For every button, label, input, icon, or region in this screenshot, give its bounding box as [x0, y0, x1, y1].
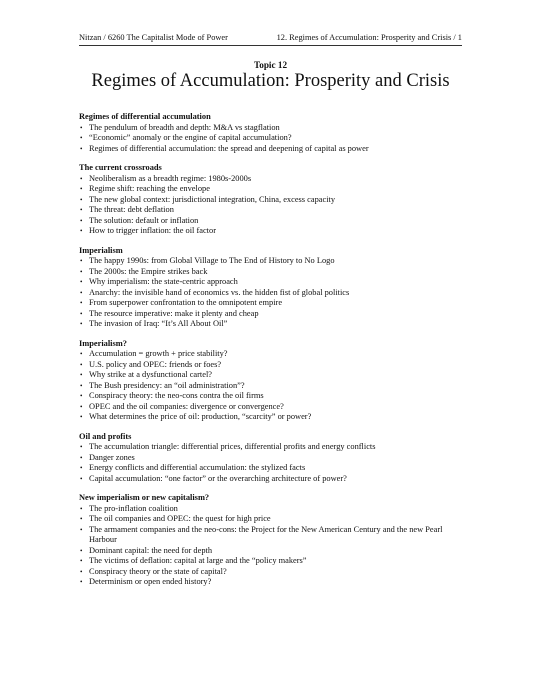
bullet-item: • The 2000s: the Empire strikes back [79, 267, 464, 278]
bullet-item: • Danger zones [79, 453, 464, 464]
page-title: Regimes of Accumulation: Prosperity and Crisis [91, 71, 450, 91]
bullet-list [79, 504, 464, 588]
bullet-item: • OPEC and the oil companies: divergence or convergence? [79, 402, 464, 413]
bullet-item: • The pro-inflation coalition [79, 504, 464, 515]
bullet-item: • Anarchy: the invisible hand of economics vs. the hidden fist of global politics [79, 288, 464, 299]
bullet-item: • The invasion of Iraq: “It’s All About Oil” [79, 319, 464, 330]
bullet-item: • The accumulation triangle: differential prices, differential profits and energy conflicts [79, 442, 464, 453]
bullet-item: • The new global context: jurisdictional integration, China, excess capacity [79, 195, 464, 206]
section-heading: Imperialism? [79, 338, 127, 348]
bullet-item: • The pendulum of breadth and depth: M&A vs stagflation [79, 123, 464, 134]
bullet-item: • The victims of deflation: capital at large and the “policy makers” [79, 556, 464, 567]
outline-section [79, 493, 464, 588]
bullet-list [79, 442, 464, 484]
topic-label: Topic 12 [253, 60, 288, 70]
section-heading: New imperialism or new capitalism? [79, 493, 210, 502]
header-course: Nitzan / 6260 The Capitalist Mode of Power [79, 33, 228, 42]
bullet-item: • What determines the price of oil: production, “scarcity” or power? [79, 412, 464, 423]
bullet-item: • The happy 1990s: from Global Village to The End of History to No Logo [79, 256, 464, 267]
bullet-list [79, 174, 464, 237]
bullet-item: • The oil companies and OPEC: the quest for high price [79, 514, 464, 525]
bullet-item: • Why strike at a dysfunctional cartel? [79, 370, 464, 381]
bullet-list [79, 123, 464, 155]
outline-section [79, 246, 464, 330]
bullet-item: • Accumulation = growth + price stability? [79, 349, 464, 360]
bullet-item: • Why imperialism: the state-centric approach [79, 277, 464, 288]
bullet-item: • The armament companies and the neo-cons: the Project for the New American Century and the new Pearl Harbour [79, 525, 464, 546]
section-heading: Regimes of differential accumulation [79, 112, 211, 121]
bullet-item: • Conspiracy theory or the state of capital? [79, 567, 464, 578]
bullet-item: • The resource imperative: make it plenty and cheap [79, 309, 464, 320]
bullet-item: • U.S. policy and OPEC: friends or foes? [79, 360, 464, 371]
bullet-item: • Energy conflicts and differential accumulation: the stylized facts [79, 463, 464, 474]
outline-section [79, 339, 464, 423]
running-header [79, 33, 462, 46]
outline-section [79, 432, 464, 485]
outline-section [79, 112, 464, 154]
outline-content [79, 112, 464, 597]
section-heading: Oil and profits [79, 431, 132, 441]
bullet-item: • “Economic” anomaly or the engine of capital accumulation? [79, 133, 464, 144]
bullet-item: • Determinism or open ended history? [79, 577, 464, 588]
bullet-item: • Conspiracy theory: the neo-cons contra the oil firms [79, 391, 464, 402]
bullet-item: • The Bush presidency: an “oil administration”? [79, 381, 464, 392]
section-heading: The current crossroads [79, 163, 162, 172]
bullet-item: • The solution: default or inflation [79, 216, 464, 227]
outline-section [79, 163, 464, 237]
section-heading: Imperialism [79, 245, 123, 255]
bullet-list [79, 256, 464, 330]
header-page-info: 12. Regimes of Accumulation: Prosperity and Crisis / 1 [276, 33, 462, 42]
bullet-item: • From superpower confrontation to the omnipotent empire [79, 298, 464, 309]
bullet-item: • The threat: debt deflation [79, 205, 464, 216]
bullet-item: • Capital accumulation: “one factor” or the overarching architecture of power? [79, 474, 464, 485]
bullet-item: • Regimes of differential accumulation: the spread and deepening of capital as power [79, 144, 464, 155]
bullet-list [79, 349, 464, 423]
bullet-item: • How to trigger inflation: the oil factor [79, 226, 464, 237]
bullet-item: • Regime shift: reaching the envelope [79, 184, 464, 195]
bullet-item: • Dominant capital: the need for depth [79, 546, 464, 557]
bullet-item: • Neoliberalism as a breadth regime: 1980s-2000s [79, 174, 464, 185]
